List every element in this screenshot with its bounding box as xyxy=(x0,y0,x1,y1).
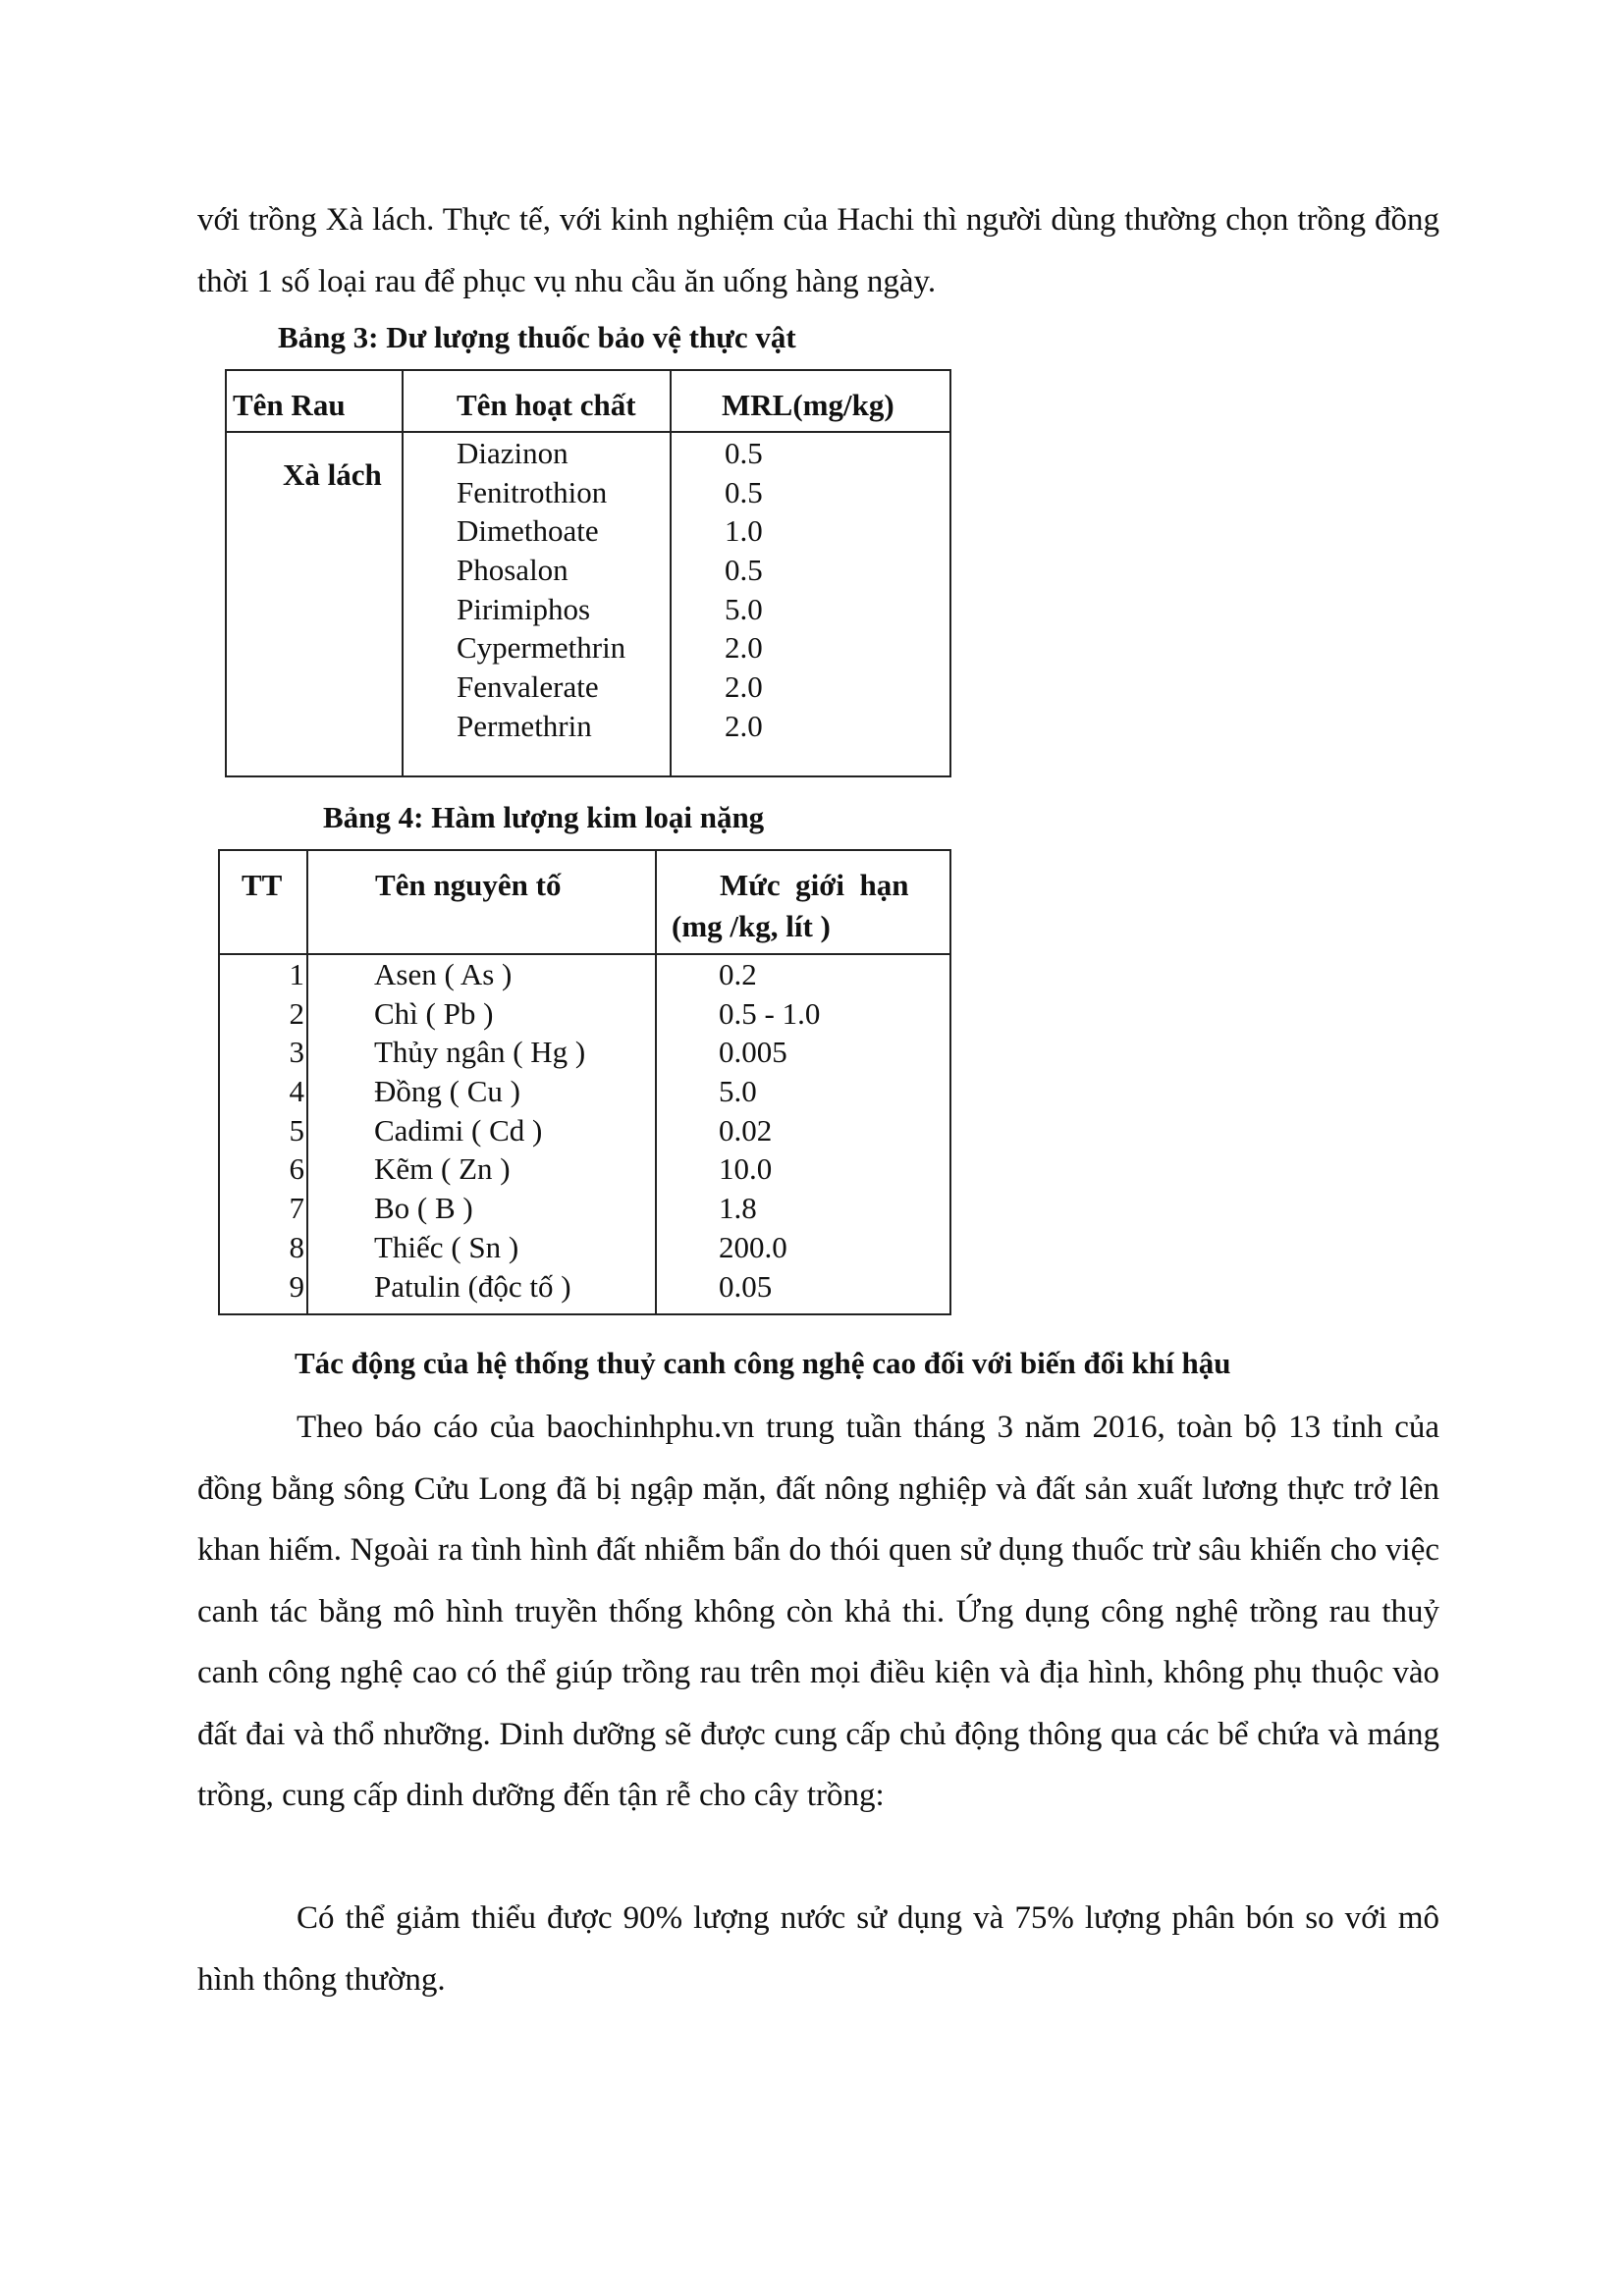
table4-limit: 200.0 xyxy=(719,1229,787,1264)
table3-header-vegetable: Tên Rau xyxy=(233,388,346,422)
table4-element: Bo ( B ) xyxy=(374,1191,473,1226)
table4-element: Thủy ngân ( Hg ) xyxy=(374,1035,586,1070)
section-paragraph-2: Có thể giảm thiểu được 90% lượng nước sử dụng và 75% lượng phân bón so với mô hình thông thường. xyxy=(197,1900,1439,1998)
table4-tt: 4 xyxy=(289,1074,304,1109)
table3-substance: Fenitrothion xyxy=(457,474,608,509)
table4-header-unit: (mg /kg, lít ) xyxy=(672,909,831,943)
table3-header-mrl: MRL(mg/kg) xyxy=(722,388,894,422)
table4-limit: 0.2 xyxy=(719,957,757,991)
table4-element: Chì ( Pb ) xyxy=(374,995,494,1031)
table4-element: Đồng ( Cu ) xyxy=(374,1074,520,1109)
table4-tt: 1 xyxy=(289,957,304,991)
section-paragraph-1: Theo báo cáo của baochinhphu.vn trung tuần tháng 3 năm 2016, toàn bộ 13 tỉnh của đồng bằng sông Cửu Long đã bị ngập mặn, đất nông nghiệp và đất sản xuất lương thực trở lên khan hiếm. Ngoài ra tình hình đất nhiễm bẩn do thói quen sử dụng thuốc trừ sâu khiến cho việc canh tác bằng mô hình truyền thống không còn khả thi. Ứng dụng công nghệ trồng rau thuỷ canh công nghệ cao có thể giúp trồng rau trên mọi điều kiện và địa hình, không phụ thuộc vào đất đai và thổ nhưỡng. Dinh dưỡng sẽ được cung cấp chủ động thông qua các bể chứa và máng trồng, cung cấp dinh dưỡng đến tận rễ cho cây trồng: xyxy=(197,1410,1439,1813)
table3-substance: Phosalon xyxy=(457,553,568,588)
table4-tt: 2 xyxy=(289,995,304,1031)
table4-limit-column xyxy=(719,955,820,1306)
table4-limit: 5.0 xyxy=(719,1074,757,1109)
table4-limit: 10.0 xyxy=(719,1151,773,1187)
section-heading: Tác động của hệ thống thuỷ canh công nghệ cao đối với biến đổi khí hậu xyxy=(295,1346,1231,1380)
table4-limit: 0.02 xyxy=(719,1112,773,1148)
table4-element: Patulin (độc tố ) xyxy=(374,1268,571,1304)
table3-vegetable: Xà lách xyxy=(283,457,382,492)
table4-element: Kẽm ( Zn ) xyxy=(374,1151,511,1187)
table4-tt: 3 xyxy=(289,1035,304,1070)
table3-mrl-value: 0.5 xyxy=(725,436,763,470)
table3-substance: Cypermethrin xyxy=(457,630,626,666)
table3-mrl-value: 5.0 xyxy=(725,591,763,626)
table3-mrl-value: 2.0 xyxy=(725,669,763,705)
table3-caption: Bảng 3: Dư lượng thuốc bảo vệ thực vật xyxy=(278,320,796,354)
table4-header-tt: TT xyxy=(242,868,283,902)
table3-substance: Diazinon xyxy=(457,436,568,470)
table3-mrl-value: 2.0 xyxy=(725,630,763,666)
table3-substance: Dimethoate xyxy=(457,513,599,549)
table4-element: Cadimi ( Cd ) xyxy=(374,1112,543,1148)
table4-caption: Bảng 4: Hàm lượng kim loại nặng xyxy=(323,800,765,834)
table4-limit: 0.5 - 1.0 xyxy=(719,995,821,1031)
table4-tt-column xyxy=(220,955,304,1306)
table4-tt: 6 xyxy=(289,1151,304,1187)
table4-element: Asen ( As ) xyxy=(374,957,513,991)
table3-substance: Permethrin xyxy=(457,708,592,743)
table4-limit: 1.8 xyxy=(719,1191,757,1226)
table3-mrl-value: 0.5 xyxy=(725,474,763,509)
table4-header-limit: Mức giới hạn xyxy=(720,868,909,902)
table4-tt: 5 xyxy=(289,1112,304,1148)
table3-substance: Fenvalerate xyxy=(457,669,599,705)
table4-limit: 0.005 xyxy=(719,1035,787,1070)
table3-mrl-column xyxy=(725,434,763,746)
table3-substance-column xyxy=(457,434,625,746)
table3-header-substance: Tên hoạt chất xyxy=(457,388,636,422)
table4-element-column xyxy=(374,955,585,1306)
table4-tt: 7 xyxy=(289,1191,304,1226)
table4 xyxy=(218,849,951,1315)
intro-paragraph: với trồng Xà lách. Thực tế, với kinh nghiệm của Hachi thì người dùng thường chọn trồng đồng thời 1 số loại rau để phục vụ nhu cầu ăn uống hàng ngày. xyxy=(197,202,1439,299)
table3-substance: Pirimiphos xyxy=(457,591,591,626)
table3 xyxy=(225,369,951,777)
table3-mrl-value: 2.0 xyxy=(725,708,763,743)
table3-mrl-value: 0.5 xyxy=(725,553,763,588)
table3-mrl-value: 1.0 xyxy=(725,513,763,549)
table4-tt: 8 xyxy=(289,1229,304,1264)
table4-tt: 9 xyxy=(289,1268,304,1304)
table4-limit: 0.05 xyxy=(719,1268,773,1304)
table4-element: Thiếc ( Sn ) xyxy=(374,1229,519,1264)
table4-header-element: Tên nguyên tố xyxy=(375,868,562,902)
